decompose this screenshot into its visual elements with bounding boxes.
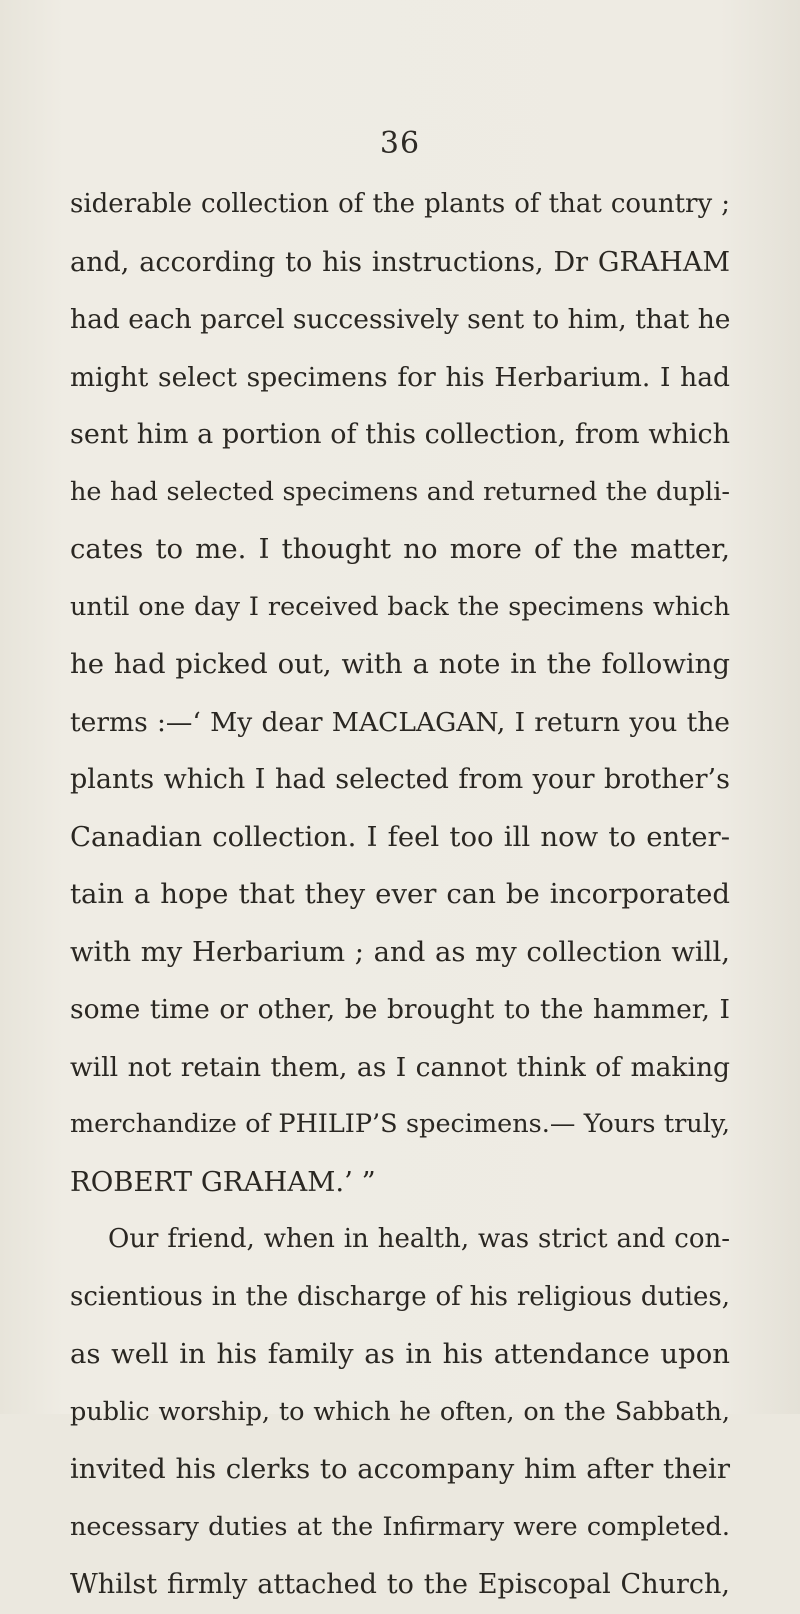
- text-line: until one day I received back the specimens which: [70, 591, 730, 622]
- text-line: tain a hope that they ever can be incorporated: [70, 878, 730, 910]
- paragraph-2: [70, 1211, 730, 1614]
- text-line: siderable collection of the plants of that country ;: [70, 189, 730, 219]
- text-line: cates to me. I thought no more of the matter,: [70, 533, 730, 565]
- page-number: 36: [379, 126, 421, 161]
- text-line: he had selected specimens and returned the dupli-: [70, 476, 730, 507]
- text-line: sent him a portion of this collection, from which: [70, 419, 730, 450]
- text-line: Our friend, when in health, was strict and con-: [108, 1224, 730, 1254]
- text-line: public worship, to which he often, on the Sabbath,: [70, 1396, 730, 1427]
- text-line: some time or other, be brought to the hammer, I: [70, 994, 730, 1025]
- text-line: had each parcel successively sent to him, that he: [70, 304, 731, 335]
- text-line: and, according to his instructions, Dr GRAHAM: [70, 246, 730, 278]
- text-line: as well in his family as in his attendance upon: [70, 1338, 730, 1370]
- paragraph-1: [70, 176, 730, 1211]
- body-text: [70, 176, 730, 1614]
- text-line: plants which I had selected from your brother’s: [70, 764, 730, 795]
- text-line: will not retain them, as I cannot think of making: [70, 1051, 730, 1083]
- text-line: scientious in the discharge of his religious duties,: [70, 1281, 730, 1312]
- text-line: ROBERT GRAHAM.’ ”: [70, 1165, 376, 1198]
- text-line: with my Herbarium ; and as my collection will,: [70, 935, 730, 968]
- text-line: Whilst firmly attached to the Episcopal Church,: [70, 1569, 730, 1600]
- text-line: might select specimens for his Herbarium. I had: [70, 361, 730, 393]
- text-line: terms :—‘ My dear MACLAGAN, I return you the: [70, 706, 730, 738]
- text-line: he had picked out, with a note in the following: [70, 648, 730, 680]
- text-line: necessary duties at the Infirmary were completed.: [70, 1511, 730, 1542]
- text-line: invited his clerks to accompany him after their: [70, 1453, 730, 1485]
- text-line: Canadian collection. I feel too ill now to enter-: [70, 820, 730, 853]
- text-line: merchandize of PHILIP’S specimens.— Yours truly,: [70, 1109, 730, 1139]
